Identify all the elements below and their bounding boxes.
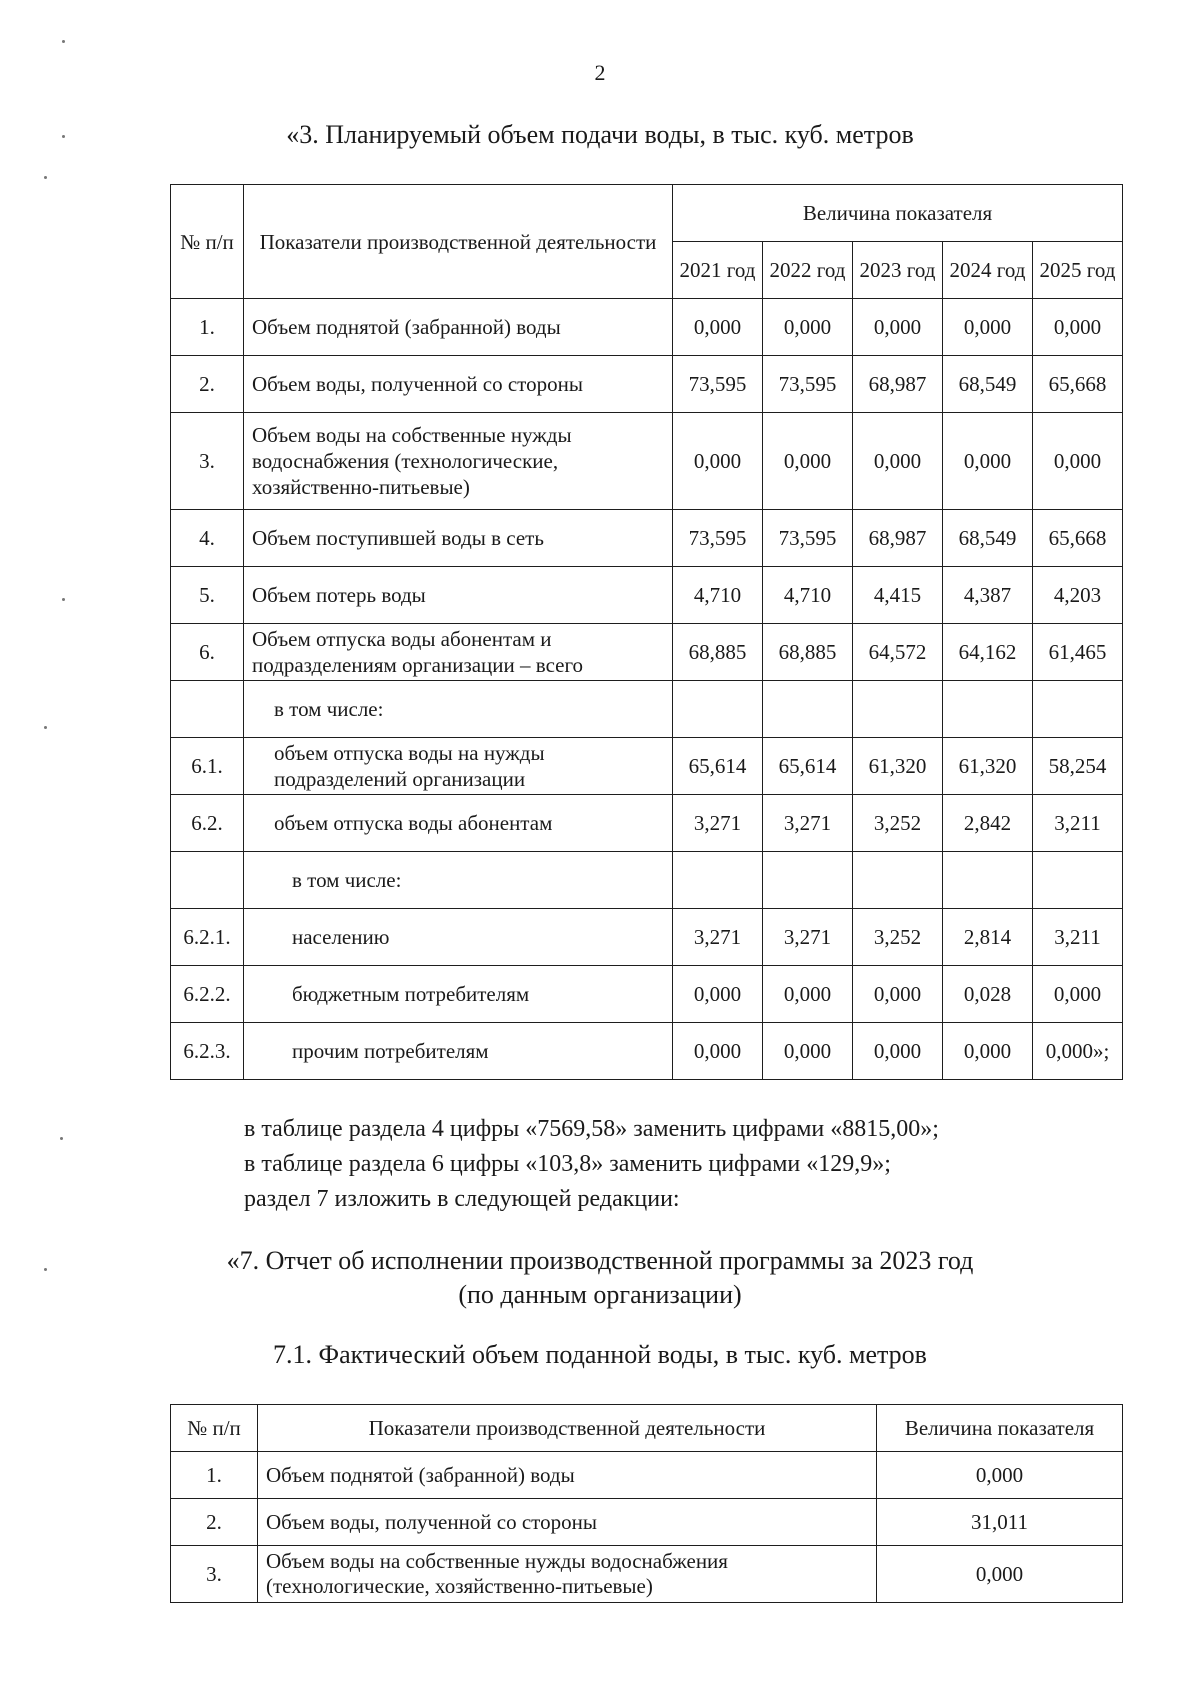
row-num: 6.2.3. — [171, 1023, 244, 1080]
table-row — [171, 1499, 1123, 1546]
row-value: 3,271 — [763, 909, 853, 966]
row-num: 1. — [171, 1452, 258, 1499]
scan-speck — [44, 1268, 47, 1271]
amendment-paragraph: в таблице раздела 6 цифры «103,8» заменить цифрами «129,9»; — [244, 1151, 891, 1177]
row-value — [1033, 852, 1123, 909]
row-value: 4,387 — [943, 567, 1033, 624]
row-value: 65,614 — [673, 738, 763, 795]
section7-subtitle: 7.1. Фактический объем поданной воды, в тыс. куб. метров — [273, 1340, 927, 1369]
table-row — [171, 795, 1123, 852]
row-num: 5. — [171, 567, 244, 624]
row-label: Объем поступившей воды в сеть — [244, 510, 673, 567]
section7-title — [0, 1244, 1200, 1312]
row-value: 3,211 — [1033, 795, 1123, 852]
row-value: 0,000 — [673, 1023, 763, 1080]
row-num: 6. — [171, 624, 244, 681]
section7-title-line1: «7. Отчет об исполнении производственной программы за 2023 год — [226, 1246, 974, 1275]
section7-title-line2: (по данным организации) — [458, 1280, 742, 1309]
row-value: 68,885 — [673, 624, 763, 681]
header-indicator: Показатели производственной деятельности — [244, 185, 673, 299]
page-number: 2 — [594, 60, 606, 85]
row-value: 3,271 — [673, 909, 763, 966]
row-label: Объем воды на собственные нужды водоснабжения (технологические, хозяйственно-питьевые) — [258, 1546, 877, 1603]
header-year: 2025 год — [1033, 242, 1123, 299]
header-num: № п/п — [171, 1405, 258, 1452]
row-value: 0,000 — [1033, 413, 1123, 510]
section3-title: «3. Планируемый объем подачи воды, в тыс. куб. метров — [286, 120, 914, 149]
row-label: бюджетным потребителям — [244, 966, 673, 1023]
row-value — [763, 681, 853, 738]
table-row — [171, 413, 1123, 510]
row-label: объем отпуска воды абонентам — [244, 795, 673, 852]
row-value: 61,465 — [1033, 624, 1123, 681]
row-value — [673, 852, 763, 909]
row-value — [673, 681, 763, 738]
row-value: 4,415 — [853, 567, 943, 624]
row-value: 68,549 — [943, 510, 1033, 567]
scan-speck — [62, 598, 65, 601]
row-label: Объем воды, полученной со стороны — [244, 356, 673, 413]
table-row — [171, 1546, 1123, 1603]
row-value: 4,710 — [763, 567, 853, 624]
header-year: 2021 год — [673, 242, 763, 299]
row-value: 31,011 — [877, 1499, 1123, 1546]
row-num: 3. — [171, 1546, 258, 1603]
header-year: 2023 год — [853, 242, 943, 299]
row-num: 6.2.2. — [171, 966, 244, 1023]
row-label: населению — [244, 909, 673, 966]
row-num: 3. — [171, 413, 244, 510]
row-value: 0,000 — [673, 966, 763, 1023]
row-num — [171, 852, 244, 909]
row-value: 3,211 — [1033, 909, 1123, 966]
row-label: Объем поднятой (забранной) воды — [244, 299, 673, 356]
row-value: 73,595 — [763, 356, 853, 413]
table-row — [171, 1023, 1123, 1080]
table-header-row — [171, 1405, 1123, 1452]
table-row — [171, 852, 1123, 909]
row-label: в том числе: — [244, 852, 673, 909]
scan-speck — [44, 176, 47, 179]
table-row — [171, 624, 1123, 681]
header-num: № п/п — [171, 185, 244, 299]
row-value: 4,710 — [673, 567, 763, 624]
table-row — [171, 738, 1123, 795]
amendment-paragraph: раздел 7 изложить в следующей редакции: — [244, 1186, 680, 1212]
table-row — [171, 1452, 1123, 1499]
row-value: 0,000 — [853, 299, 943, 356]
row-num: 2. — [171, 1499, 258, 1546]
row-value: 0,000»; — [1033, 1023, 1123, 1080]
row-value: 68,885 — [763, 624, 853, 681]
row-value: 73,595 — [673, 510, 763, 567]
row-value: 0,028 — [943, 966, 1033, 1023]
row-label: прочим потребителям — [244, 1023, 673, 1080]
row-num: 6.2. — [171, 795, 244, 852]
table-row — [171, 299, 1123, 356]
row-label: объем отпуска воды на нужды подразделений организации — [244, 738, 673, 795]
row-value — [853, 852, 943, 909]
header-indicator: Показатели производственной деятельности — [258, 1405, 877, 1452]
row-value: 2,842 — [943, 795, 1033, 852]
row-value: 0,000 — [877, 1546, 1123, 1603]
actual-water-supply-table — [170, 1404, 1123, 1603]
row-value: 0,000 — [943, 413, 1033, 510]
header-year: 2022 год — [763, 242, 853, 299]
row-num — [171, 681, 244, 738]
row-value: 0,000 — [763, 1023, 853, 1080]
header-value-group: Величина показателя — [673, 185, 1123, 242]
row-value: 64,162 — [943, 624, 1033, 681]
row-value: 68,549 — [943, 356, 1033, 413]
table-row — [171, 510, 1123, 567]
row-value — [943, 852, 1033, 909]
table-row — [171, 909, 1123, 966]
scan-speck — [62, 40, 65, 43]
row-label: Объем воды на собственные нужды водоснабжения (технологические, хозяйственно-питьевые) — [244, 413, 673, 510]
row-value: 0,000 — [943, 1023, 1033, 1080]
table-row — [171, 681, 1123, 738]
row-num: 2. — [171, 356, 244, 413]
row-value: 0,000 — [1033, 299, 1123, 356]
row-label: Объем потерь воды — [244, 567, 673, 624]
row-value: 0,000 — [853, 966, 943, 1023]
row-value: 65,614 — [763, 738, 853, 795]
header-year: 2024 год — [943, 242, 1033, 299]
row-value: 0,000 — [877, 1452, 1123, 1499]
row-value — [763, 852, 853, 909]
row-value: 3,271 — [673, 795, 763, 852]
row-num: 6.2.1. — [171, 909, 244, 966]
row-num: 4. — [171, 510, 244, 567]
row-label: Объем воды, полученной со стороны — [258, 1499, 877, 1546]
scan-speck — [44, 726, 47, 729]
row-value: 0,000 — [1033, 966, 1123, 1023]
row-value: 0,000 — [943, 299, 1033, 356]
row-value: 65,668 — [1033, 510, 1123, 567]
row-value: 0,000 — [763, 299, 853, 356]
row-value: 3,271 — [763, 795, 853, 852]
row-label: в том числе: — [244, 681, 673, 738]
row-num: 6.1. — [171, 738, 244, 795]
row-value: 58,254 — [1033, 738, 1123, 795]
header-value: Величина показателя — [877, 1405, 1123, 1452]
row-value: 61,320 — [943, 738, 1033, 795]
row-label: Объем поднятой (забранной) воды — [258, 1452, 877, 1499]
table-row — [171, 356, 1123, 413]
table-row — [171, 567, 1123, 624]
row-value: 65,668 — [1033, 356, 1123, 413]
row-value: 73,595 — [673, 356, 763, 413]
row-value: 68,987 — [853, 356, 943, 413]
row-value: 61,320 — [853, 738, 943, 795]
row-num: 1. — [171, 299, 244, 356]
scan-speck — [60, 1137, 63, 1140]
row-value: 0,000 — [853, 1023, 943, 1080]
row-value: 0,000 — [673, 413, 763, 510]
row-value: 0,000 — [853, 413, 943, 510]
row-value: 73,595 — [763, 510, 853, 567]
row-value: 64,572 — [853, 624, 943, 681]
row-value: 4,203 — [1033, 567, 1123, 624]
scan-speck — [62, 135, 65, 138]
planned-water-supply-table — [170, 184, 1123, 1080]
row-value: 0,000 — [673, 299, 763, 356]
row-value: 0,000 — [763, 966, 853, 1023]
row-value — [1033, 681, 1123, 738]
row-value: 68,987 — [853, 510, 943, 567]
row-label: Объем отпуска воды абонентам и подразделениям организации – всего — [244, 624, 673, 681]
row-value — [853, 681, 943, 738]
row-value — [943, 681, 1033, 738]
row-value: 2,814 — [943, 909, 1033, 966]
row-value: 3,252 — [853, 909, 943, 966]
amendment-paragraph: в таблице раздела 4 цифры «7569,58» заменить цифрами «8815,00»; — [244, 1116, 939, 1142]
table-row — [171, 966, 1123, 1023]
row-value: 3,252 — [853, 795, 943, 852]
row-value: 0,000 — [763, 413, 853, 510]
